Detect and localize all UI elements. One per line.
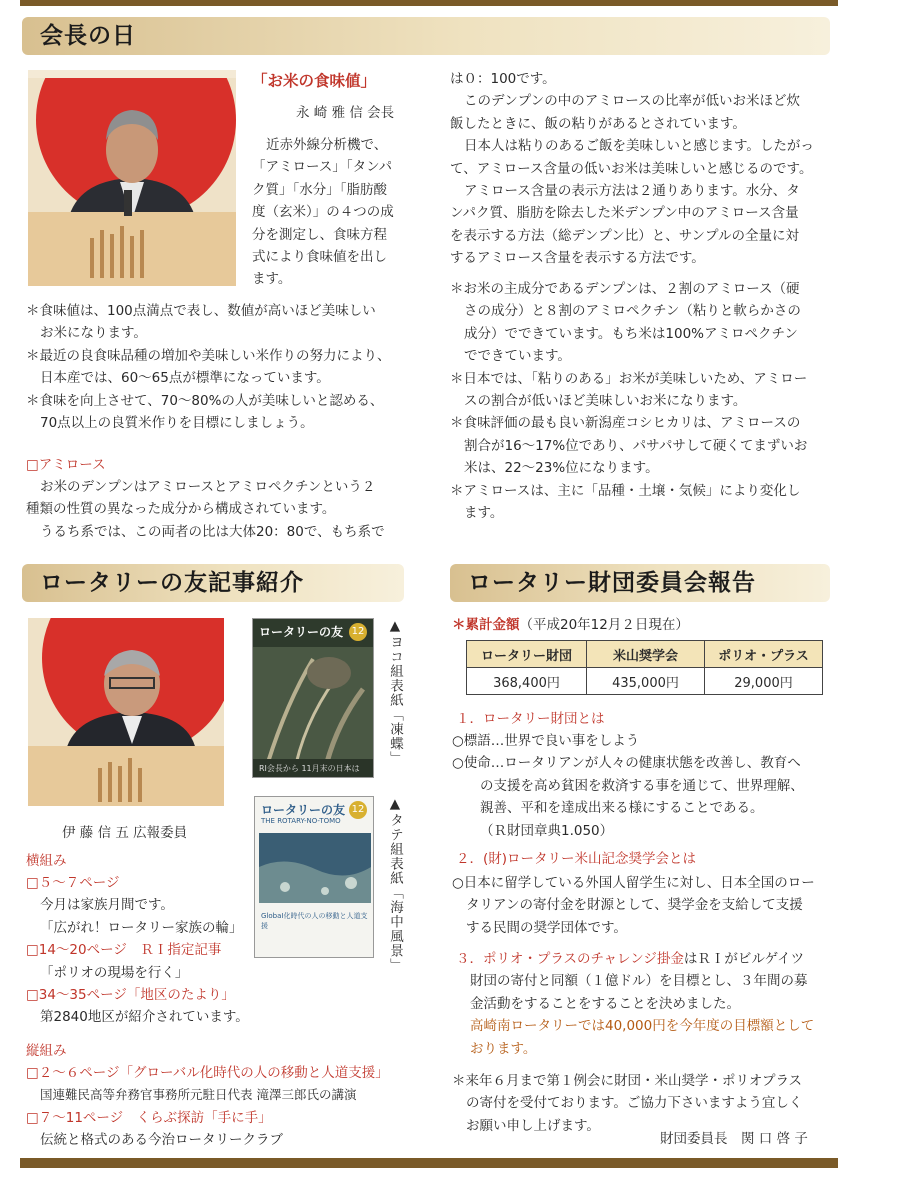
top-rule [20,0,838,6]
yoko-line: 第2840地区が紹介されています。 [40,1009,249,1026]
bullet-line: ＊食味を向上させて、70～80%の人が美味しいと認める、 [26,392,384,409]
president-photo [28,70,236,286]
bottom-rule [20,1158,838,1168]
s2-line: する民間の奨学団体です。 [466,919,627,936]
s1-line: （Ｒ財団章典1.050） [480,822,614,839]
right-line: を表示する方法（総デンプン比）と、サンプルの全量に対 [450,227,799,244]
closing-line: ＊来年６月まで第１例会に財団・米山奨学・ポリオプラス [452,1073,803,1089]
cover2-small-text: GlobaI化時代の人の移動と人道支援 [261,912,368,930]
bullet-line: お米になります。 [40,325,147,342]
bullet-line: 70点以上の良質米作りを目標にしましょう。 [40,415,314,432]
cover2-caption: ▲タテ組表紙「海中風景」 [387,796,403,973]
table-header: ロータリー財団 [467,641,587,668]
tate-page: □２～６ページ「グローバル化時代の人の移動と人道支援」 [26,1065,389,1081]
table-header-row [467,641,823,668]
right-line: するアミロース含量を表示する方法です。 [450,250,705,267]
table-header: 米山奨学会 [587,641,705,668]
article-title: 「お米の食味値」 [252,72,377,90]
cover1-title: ロータリーの友 [259,625,344,639]
bullet-line: 割合が16～17%位であり、パサパサして硬くてまずいお [464,437,808,454]
bullet-line: ＊食味評価の最も良い新潟産コシヒカリは、アミロースの [450,415,801,432]
yoko-page: □５～７ページ [26,875,120,891]
bullet-line: ます。 [464,505,504,522]
intro-line: ます。 [252,271,292,288]
yoko-list [26,872,249,1029]
contribution-table [466,640,823,695]
right-line: 日本人は粘りのあるご飯を美味しいと感じます。したがっ [464,138,814,155]
committee-member-photo [28,618,224,806]
right-line: ンパク質、脂肪を除去した米デンプン中のアミロース含量 [450,205,799,222]
s3-line: 財団の寄付と同額（１億ドル）を目標とし、３年間の募 [470,973,808,990]
table-row [467,668,823,695]
right-line: て、アミロース含量の低いお米は美味しいと感じるのです。 [450,160,813,177]
bullet-line: ＊アミロースは、主に「品種・土壌・気候」により変化し [450,482,801,499]
total-amount-date: （平成20年12月２日現在） [519,617,689,633]
amylose-bullets [450,278,807,524]
table-cell: 368,400円 [467,668,587,695]
closing-line: の寄付を受付ております。ご協力下さいますよう宜しく [466,1095,803,1112]
right-line: このデンプンの中のアミロースの比率が低いお米ほど炊 [464,93,801,110]
s3-target-line: おります。 [470,1040,537,1057]
right-line: アミロース含量の表示方法は２通りあります。水分、タ [464,183,800,200]
yoko-page: □34～35ページ「地区のたより」 [26,987,235,1004]
intro-line: 度（玄米）」の４つの成 [252,204,394,221]
cover2-subtitle: THE ROTARY-NO-TOMO [261,817,341,825]
bullet-line: 日本産では、60～65点が標準になっています。 [40,370,330,387]
right-line: は０：100です。 [450,71,556,87]
amylose-paragraph [26,476,385,543]
s3-line: 金活動をすることをすることを決めました。 [470,995,740,1012]
amylose-line: 種類の性質の異なった成分から構成されています。 [26,501,336,518]
s3-first: はＲＩがビルゲイツ [683,951,805,967]
closing-line: お願い申し上げます。 [466,1117,600,1134]
bullet-line: でできています。 [464,348,571,365]
amylose-line: うるち系では、この両者の比は大体20：80で、もち系で [40,523,385,540]
bullet-line: ＊食味値は、100点満点で表し、数値が高いほど美味しい [26,303,376,319]
tate-list [26,1062,389,1152]
s2-line: ○日本に留学している外国人留学生に対し、日本全国のロー [452,875,815,891]
bullet-line: スの割合が低いほど美味しいお米になります。 [464,393,747,410]
yoko-line: 「ポリオの現場を行く」 [40,964,189,981]
yoko-line: 「広がれ！ロータリー家族の輪」 [40,919,243,936]
foundation-section3 [456,948,814,1060]
magazine-cover-yoko [252,618,374,778]
bullet-line: ＊日本では、「粘りのある」お米が美味しいため、アミロー [450,370,808,387]
tate-line: 伝統と格式のある今治ロータリークラブ [40,1132,283,1149]
intro-line: ク質」「水分」「脂肪酸 [252,181,387,198]
table-cell: 435,000円 [587,668,705,695]
yoko-line: 今月は家族月間です。 [40,897,174,914]
s1-line: ○標語…世界で良い事をしよう [452,733,640,749]
bullet-line: 成分）でできています。もち米は100%アミロペクチン [464,325,798,342]
s3-target-line: 高崎南ロータリーでは40,000円を今年度の目標額として [470,1018,815,1035]
s1-line: ○使命…ロータリアンが人々の健康状態を改善し、教育へ [452,755,801,772]
bullet-line: ＊お米の主成分であるデンプンは、２割のアミロース（硬 [450,281,800,297]
section-heading-foundation: ロータリー財団委員会報告 [450,564,830,602]
cover2-title: ロータリーの友 [261,803,346,817]
foundation-section2-title: ２．(財)ロータリー米山記念奨学会とは [456,851,697,867]
s1-line: の支援を高め貧困を救済する事を通じて、世界理解、 [480,777,804,794]
section-heading-rotary-friend: ロータリーの友記事紹介 [22,564,404,602]
bullet-line: 米は、22～23%位になります。 [464,460,659,477]
cover1-caption: ▲ヨコ組表紙「凍蝶」 [387,618,403,766]
table-header: ポリオ・プラス [705,641,823,668]
amylose-continued [450,68,814,270]
foundation-section1 [452,730,804,842]
bullet-line: ＊最近の良食味品種の増加や美味しい米作りの努力により、 [26,347,391,364]
s2-line: タリアンの寄付金を財源として、奨学金を支給して支援 [466,897,803,914]
intro-paragraph [252,134,394,291]
amylose-heading: □アミロース [26,457,106,473]
tate-heading: 縦組み [26,1043,67,1059]
right-line: 飯したときに、飯の粘りがあるとされています。 [450,115,746,132]
cover1-issue-badge: 12 [349,623,367,641]
intro-line: 式により食味値を出し [252,249,387,266]
signature: 財団委員長 関 口 啓 子 [660,1131,808,1147]
bullet-line: さの成分）と８割のアミロペクチン（粘りと軟らかさの [464,303,801,320]
total-amount-label-row [452,614,689,636]
yoko-page: □14～20ページ ＲＩ指定記事 [26,942,222,959]
tate-page: □７～11ページ くらぶ探訪「手に手」 [26,1109,272,1126]
yoko-heading: 横組み [26,853,67,869]
section-heading-president: 会長の日 [22,17,830,55]
intro-line: 近赤外線分析機で、 [266,137,388,153]
total-amount-label: ＊累計金額 [452,617,520,633]
article-author: 永 崎 雅 信 会長 [296,105,395,121]
s3-title: ３．ポリオ・プラスのチャレンジ掛金 [456,951,684,967]
foundation-section1-title: １．ロータリー財団とは [456,711,605,727]
magazine-cover-tate [254,796,374,958]
tasting-bullets [26,300,391,434]
table-cell: 29,000円 [705,668,823,695]
cover1-small-text: RI会長から 11月末の日本は [259,764,360,773]
intro-line: 「アミロース」「タンパ [252,159,393,176]
committee-member-name: 伊 藤 信 五 広報委員 [62,825,188,841]
tate-line: 国連難民高等弁務官事務所元駐日代表 滝澤三郎氏の講演 [40,1087,357,1103]
intro-line: 分を測定し、食味方程 [252,226,387,243]
foundation-section2 [452,872,815,939]
cover2-issue-badge: 12 [349,801,367,819]
s1-line: 親善、平和を達成出来る様にすることである。 [480,800,764,817]
amylose-line: お米のデンプンはアミロースとアミロペクチンという２ [40,479,376,495]
